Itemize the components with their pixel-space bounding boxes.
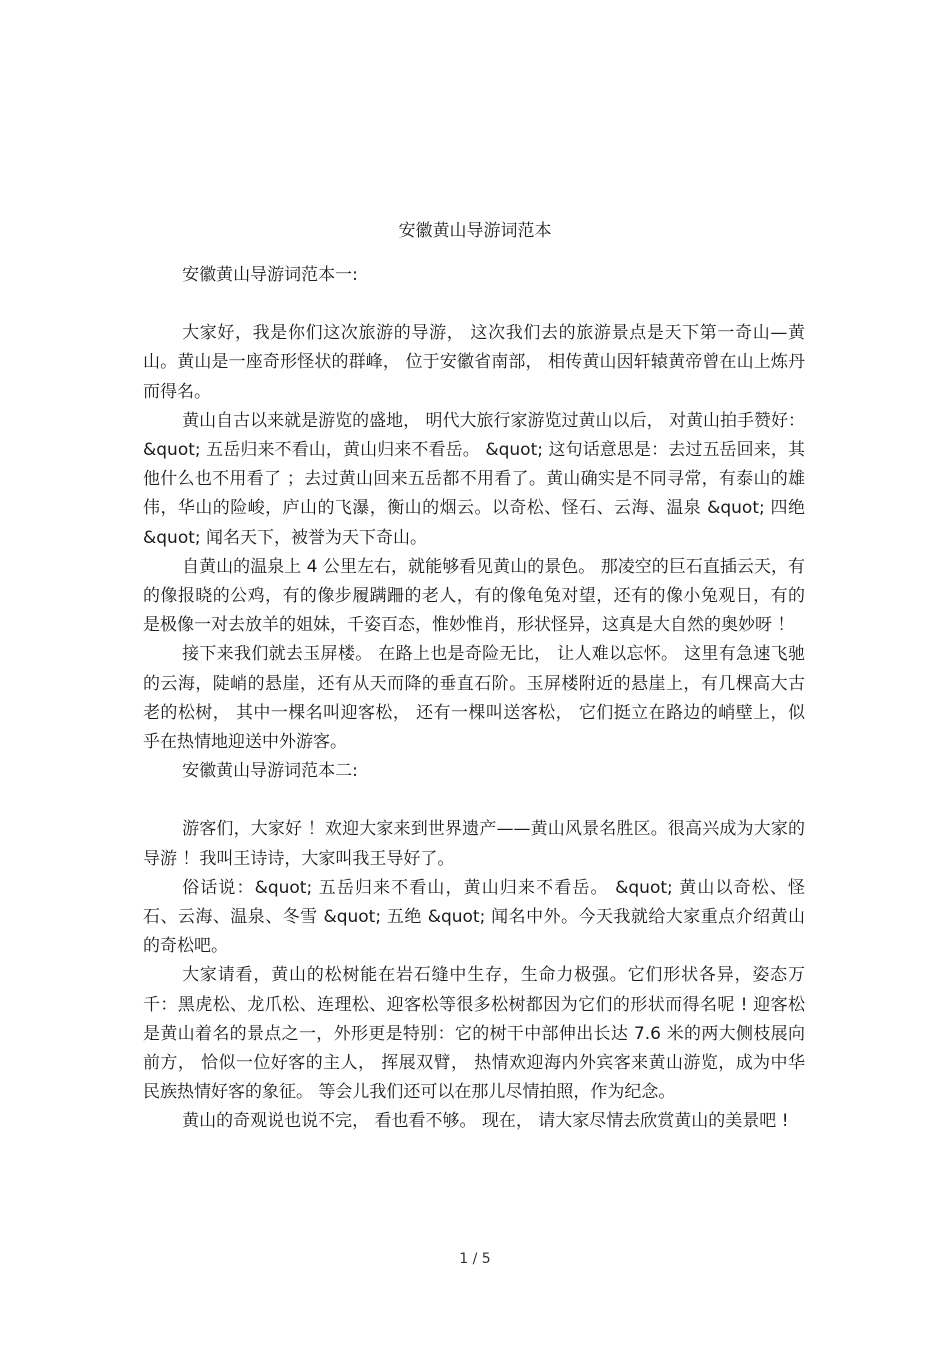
section-heading-1: 安徽黄山导游词范本一:: [182, 265, 358, 285]
body-paragraph: 俗话说：&quot; 五岳归来不看山，黄山归来不看岳。 &quot; 黄山以奇松、怪石、云海、温泉、冬雪 &quot; 五绝 &quot; 闻名中外。今天我就给大家重点介绍黄山的奇松吧。: [143, 877, 805, 957]
document-title: 安徽黄山导游词范本: [398, 221, 552, 241]
body-paragraph: 自黄山的温泉上 4 公里左右，就能够看见黄山的景色。 那凌空的巨石直插云天，有的像报晓的公鸡，有的像步履蹒跚的老人，有的像龟兔对望，还有的像小兔观日，有的是极像一对去放羊的姐妹，千姿百态，惟妙惟肖，形状怪异，这真是大自然的奥妙呀 ！: [143, 556, 805, 636]
section-heading-2: 安徽黄山导游词范本二:: [182, 761, 358, 782]
body-paragraph: 黄山自古以来就是游览的盛地， 明代大旅行家游览过黄山以后， 对黄山拍手赞好：&quot; 五岳归来不看山，黄山归来不看岳。 &quot; 这句话意思是：去过五岳回来，其他什么也不用看了 ；去过黄山回来五岳都不用看了。黄山确实是不同寻常，有泰山的雄伟，华山的险峻，庐山的飞瀑，衡山的烟云。以奇松、怪石、云海、温泉 &quot; 四绝 &quot; 闻名天下，被誉为天下奇山。: [143, 410, 805, 548]
document-body: [143, 261, 805, 1137]
body-paragraph: 黄山的奇观说也说不完， 看也看不够。 现在， 请大家尽情去欣赏黄山的美景吧 !: [182, 1111, 789, 1132]
body-paragraph: 大家请看，黄山的松树能在岩石缝中生存，生命力极强。它们形状各异，姿态万千：黑虎松、龙爪松、连理松、迎客松等很多松树都因为它们的形状而得名呢 ! 迎客松是黄山着名的景点之一，外形更是特别：它的树干中部伸出长达 7.6 米的两大侧枝展向前方， 恰似一位好客的主人， 挥展双臂， 热情欢迎海内外宾客来黄山游览，成为中华民族热情好客的象征。 等会儿我们还可以在那儿尽情拍照，作为纪念。: [143, 965, 805, 1103]
body-paragraph: 游客们，大家好 ！欢迎大家来到世界遗产——黄山风景名胜区。很高兴成为大家的导游 ！我叫王诗诗，大家叫我王导好了。: [143, 819, 805, 869]
body-paragraph: 大家好，我是你们这次旅游的导游， 这次我们去的旅游景点是天下第一奇山—黄山。黄山是一座奇形怪状的群峰， 位于安徽省南部， 相传黄山因轩辕黄帝曾在山上炼丹而得名。: [143, 323, 805, 402]
body-paragraph: 接下来我们就去玉屏楼。 在路上也是奇险无比， 让人难以忘怀。 这里有急速飞驰的云海，陡峭的悬崖，还有从天而降的垂直石阶。玉屏楼附近的悬崖上，有几棵高大古老的松树， 其中一棵名叫迎客松， 还有一棵叫送客松， 它们挺立在路边的峭壁上，似乎在热情地迎送中外游客。: [143, 644, 805, 753]
page-number: 1 / 5: [459, 1251, 491, 1267]
